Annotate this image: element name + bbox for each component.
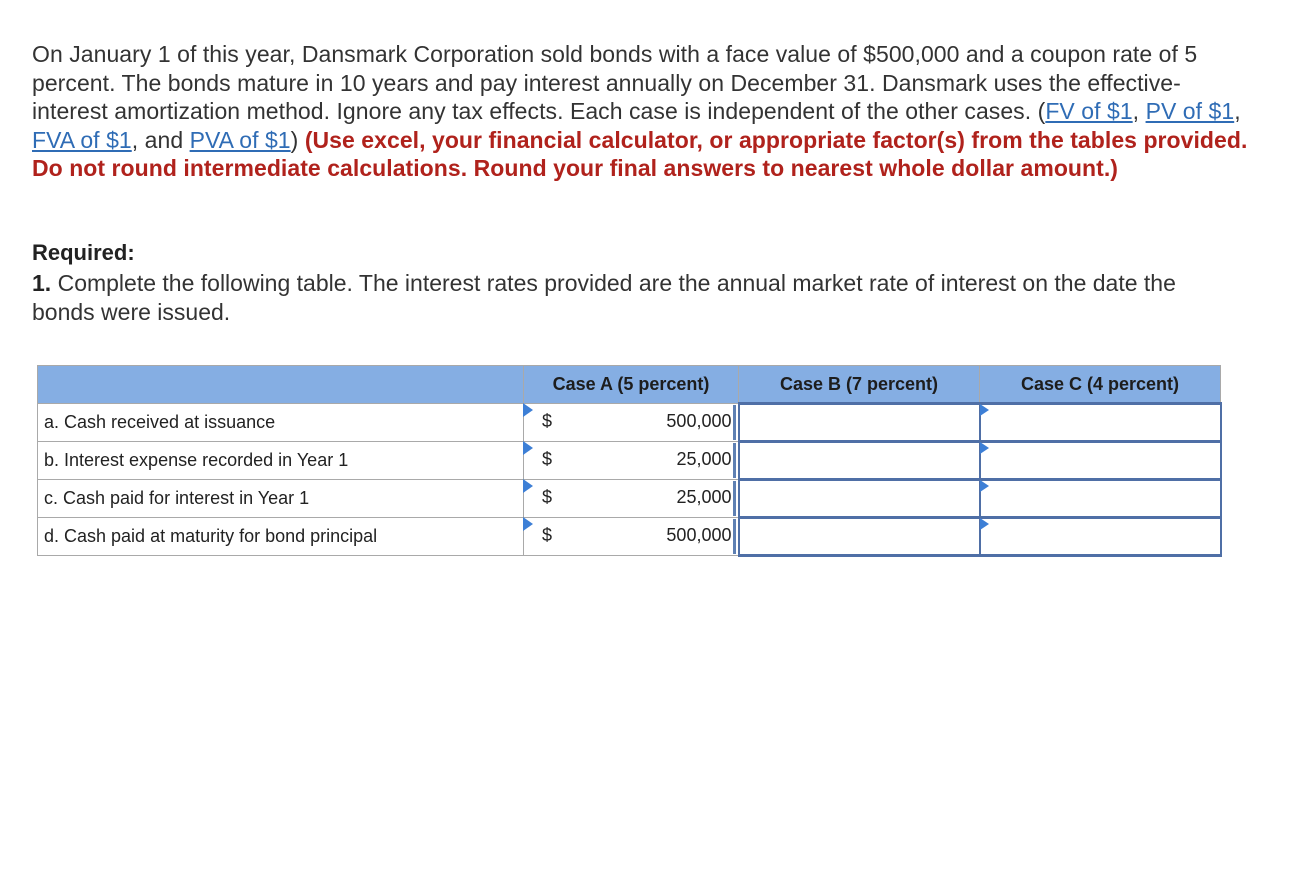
required-heading: Required: bbox=[32, 240, 135, 265]
header-case-b: Case B (7 percent) bbox=[739, 366, 980, 404]
row-label: a. Cash received at issuance bbox=[38, 404, 524, 442]
case-c-input[interactable] bbox=[980, 480, 1221, 518]
close-paren: ) bbox=[290, 126, 305, 153]
bond-cases-table bbox=[37, 365, 1222, 557]
case-a-cell bbox=[524, 518, 739, 556]
question-text: Complete the following table. The interest rates provided are the annual market rate of interest on the date the bonds were issued. bbox=[32, 270, 1176, 325]
fva-of-1-link[interactable]: FVA of $1 bbox=[32, 126, 132, 153]
fv-of-1-link[interactable]: FV of $1 bbox=[1045, 98, 1133, 124]
flag-marker-icon bbox=[980, 480, 989, 492]
flag-marker-icon bbox=[523, 441, 533, 455]
row-label: c. Cash paid for interest in Year 1 bbox=[38, 480, 524, 518]
flag-marker-icon bbox=[980, 518, 989, 530]
case-a-value: 25,000 bbox=[616, 481, 736, 516]
table-row bbox=[38, 404, 1221, 442]
required-question bbox=[32, 269, 1232, 326]
flag-marker-icon bbox=[523, 479, 533, 493]
link-separator: , bbox=[1234, 98, 1241, 124]
case-a-value: 500,000 bbox=[616, 519, 736, 554]
case-c-input[interactable] bbox=[980, 442, 1221, 480]
currency-symbol: $ bbox=[542, 449, 553, 469]
pva-of-1-link[interactable]: PVA of $1 bbox=[189, 126, 291, 153]
link-separator: , bbox=[1132, 98, 1146, 124]
table-row bbox=[38, 480, 1221, 518]
row-label: b. Interest expense recorded in Year 1 bbox=[38, 442, 524, 480]
flag-marker-icon bbox=[980, 404, 989, 416]
case-a-cell bbox=[524, 404, 739, 442]
link-separator: , and bbox=[131, 126, 190, 153]
table-row bbox=[38, 442, 1221, 480]
case-b-input[interactable] bbox=[739, 518, 980, 556]
case-b-input[interactable] bbox=[739, 480, 980, 518]
case-a-cell bbox=[524, 442, 739, 480]
instruction-text: (Use excel, your financial calculator, or appropriate factor(s) from the tables provided. Do not round intermediate calculations. Round your final answers to nearest whole dollar amount.) bbox=[32, 126, 1248, 181]
currency-symbol: $ bbox=[542, 525, 553, 545]
header-case-a: Case A (5 percent) bbox=[524, 366, 739, 404]
case-a-value: 500,000 bbox=[616, 405, 736, 440]
case-b-input[interactable] bbox=[739, 442, 980, 480]
problem-statement bbox=[32, 40, 1252, 183]
flag-marker-icon bbox=[523, 517, 533, 531]
case-c-input[interactable] bbox=[980, 404, 1221, 442]
table-header-row bbox=[38, 366, 1221, 404]
pv-of-1-link[interactable]: PV of $1 bbox=[1145, 98, 1235, 124]
currency-symbol: $ bbox=[542, 487, 553, 507]
intro-text: On January 1 of this year, Dansmark Corporation sold bonds with a face value of $500,000 and a coupon rate of 5 percent. The bonds mature in 10 years and pay interest annually on December 31. Dansmark uses the effective-interest amortization method. Ignore any tax effects. Each case is independent of the other cases. ( bbox=[32, 41, 1198, 124]
flag-marker-icon bbox=[980, 442, 989, 454]
case-a-value: 25,000 bbox=[616, 443, 736, 478]
header-case-c: Case C (4 percent) bbox=[980, 366, 1221, 404]
case-a-cell bbox=[524, 480, 739, 518]
table-row bbox=[38, 518, 1221, 556]
question-number: 1. bbox=[32, 270, 52, 296]
row-label: d. Cash paid at maturity for bond principal bbox=[38, 518, 524, 556]
currency-symbol: $ bbox=[542, 411, 553, 431]
case-c-input[interactable] bbox=[980, 518, 1221, 556]
case-b-input[interactable] bbox=[739, 404, 980, 442]
header-blank bbox=[38, 366, 524, 404]
flag-marker-icon bbox=[523, 403, 533, 417]
